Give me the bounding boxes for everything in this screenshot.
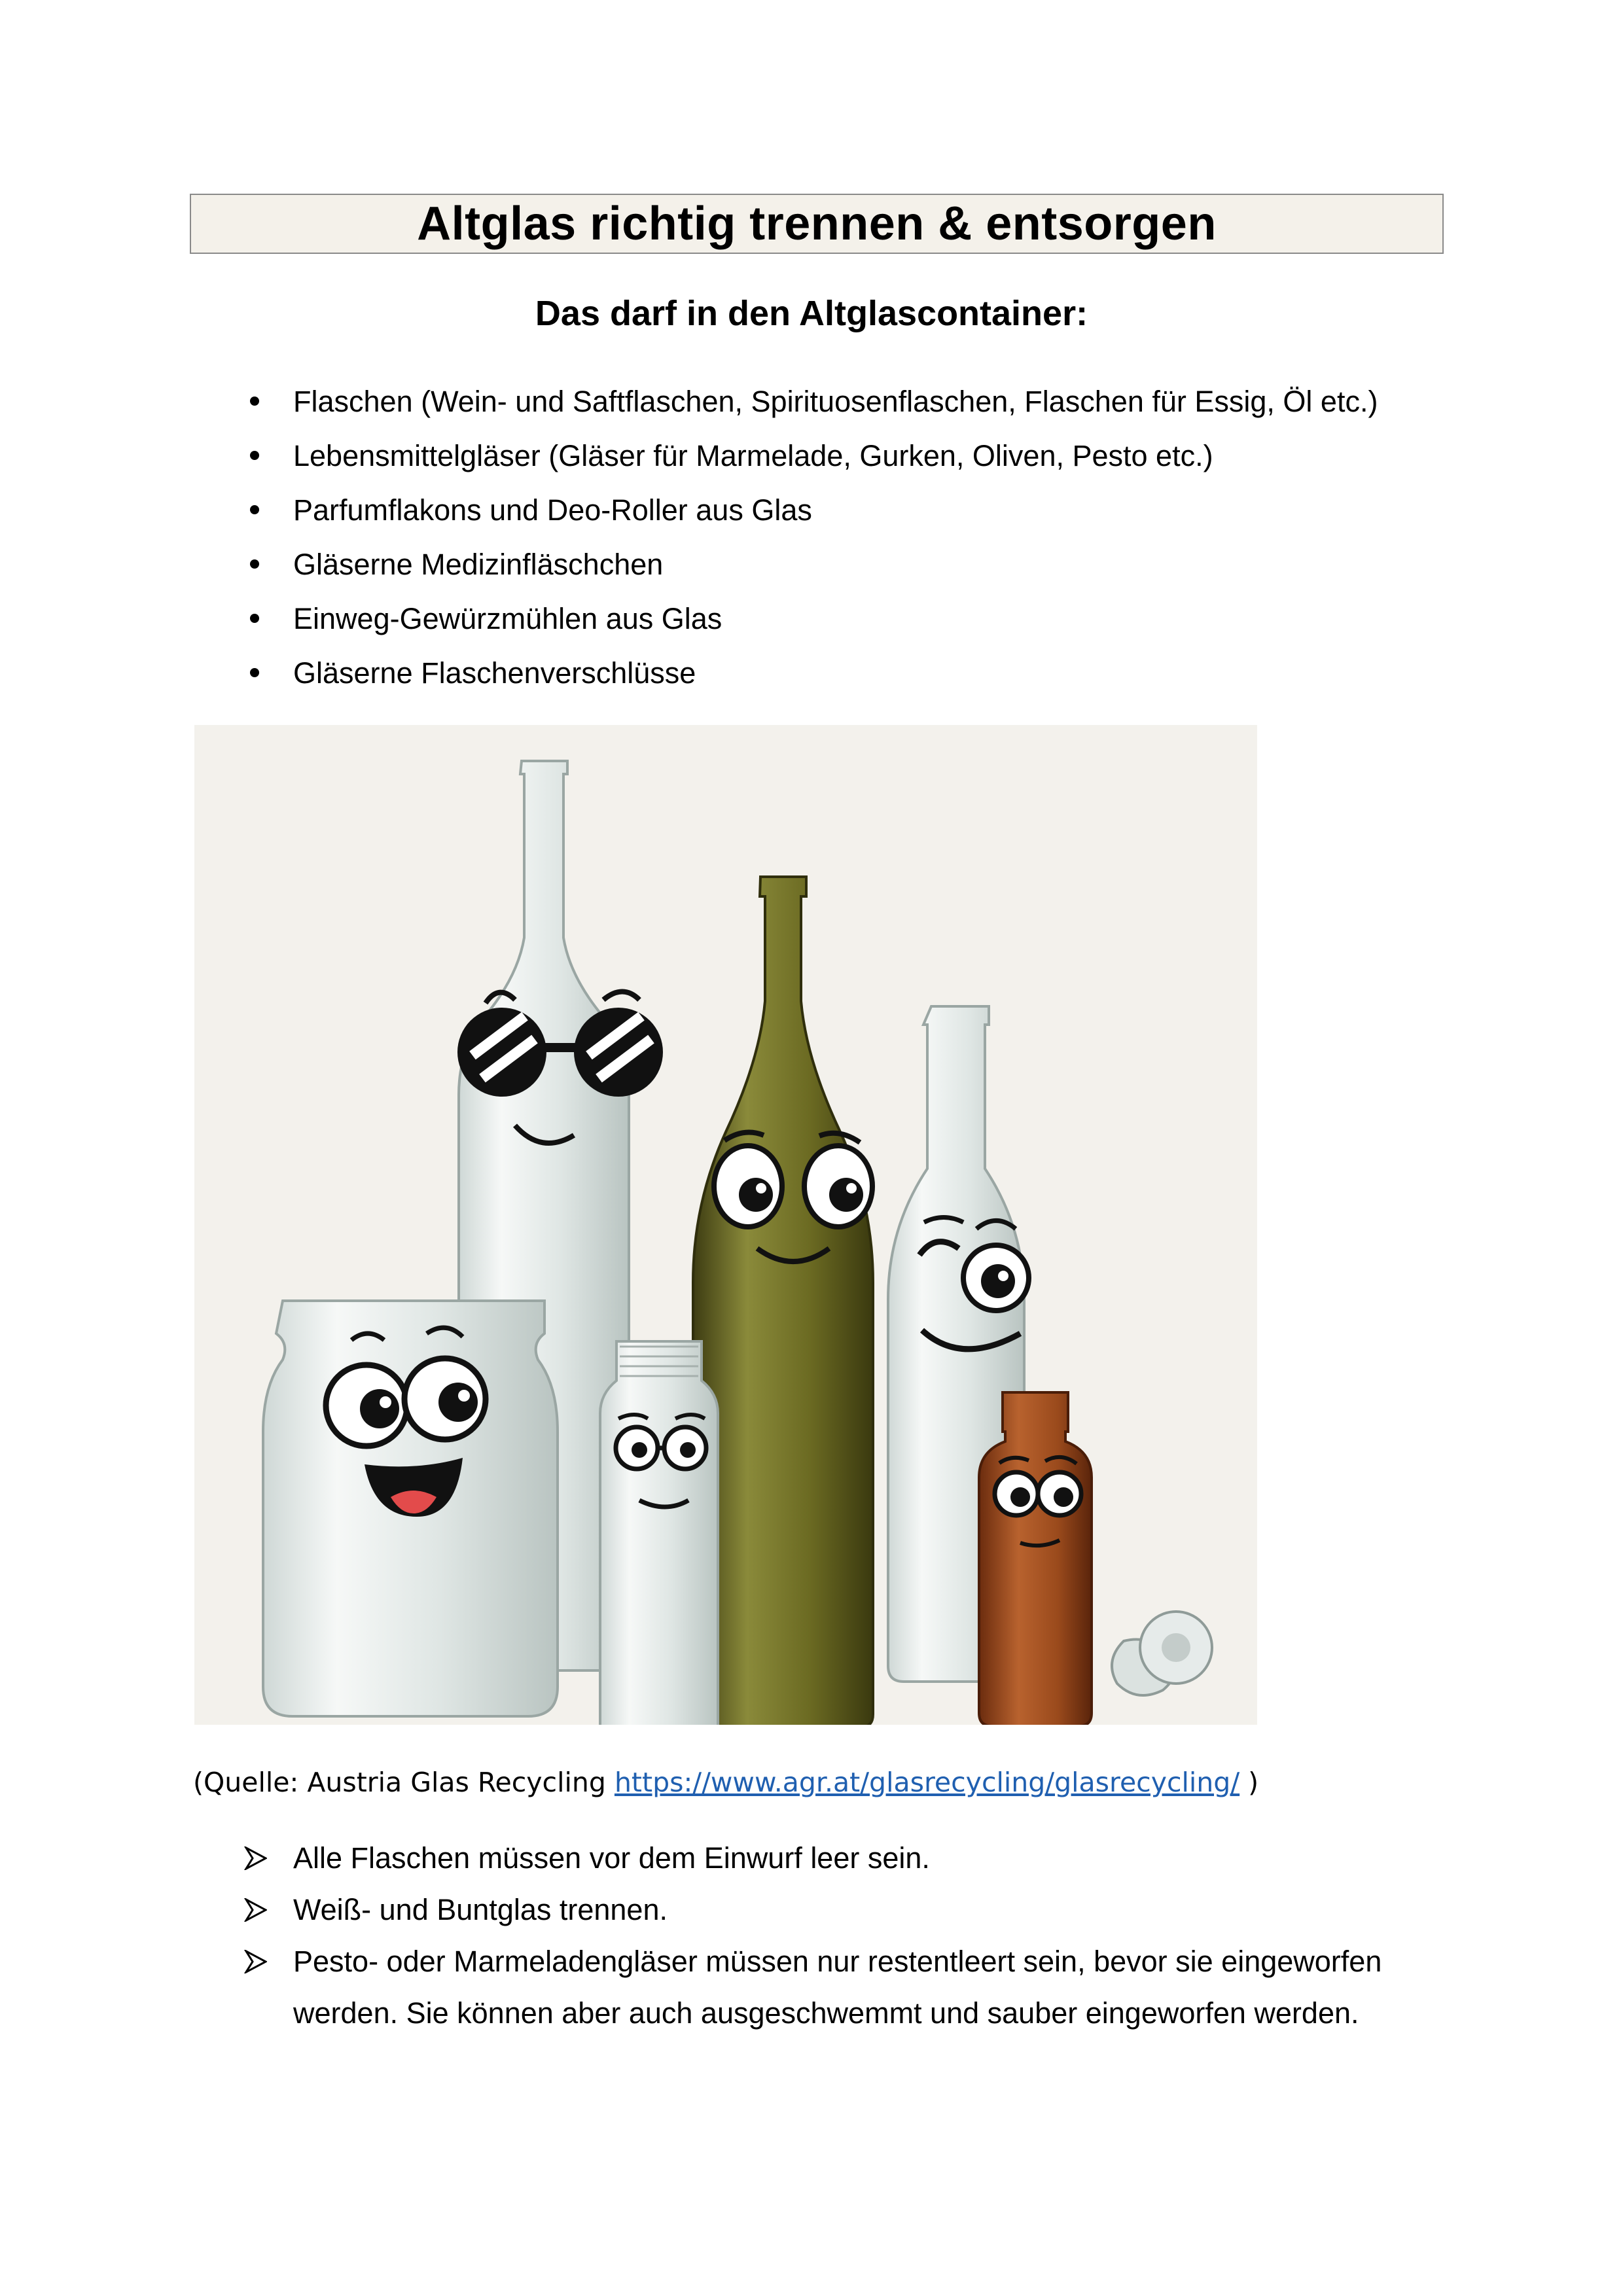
glass-characters-image <box>194 725 1257 1725</box>
source-suffix: ) <box>1240 1767 1259 1798</box>
list-item: Einweg-Gewürzmühlen aus Glas <box>243 592 1378 646</box>
tips-list <box>243 1832 1474 2039</box>
glass-stoppers <box>1112 1612 1212 1695</box>
spice-bottle <box>600 1341 718 1725</box>
list-item: Flaschen (Wein- und Saftflaschen, Spirituosenflaschen, Flaschen für Essig, Öl etc.) <box>243 374 1378 429</box>
list-item: Gläserne Flaschenverschlüsse <box>243 646 1378 700</box>
list-item: Pesto- oder Marmeladengläser müssen nur restentleert sein, bevor sie eingeworfen werden. Sie können aber auch ausgeschwemmt und sauber eingeworfen werden. <box>243 1935 1474 2039</box>
page-title: Altglas richtig trennen & entsorgen <box>417 198 1217 250</box>
image-source <box>193 1767 1258 1798</box>
bullet-icon <box>250 668 259 677</box>
allowed-items-list <box>243 374 1378 700</box>
bullet-icon <box>250 505 259 514</box>
green-bottle <box>693 877 873 1725</box>
bullet-icon <box>250 614 259 623</box>
list-item: Weiß- und Buntglas trennen. <box>243 1884 1474 1935</box>
arrowhead-bullet-icon <box>243 1898 267 1922</box>
source-prefix: (Quelle: Austria Glas Recycling <box>193 1767 615 1798</box>
title-box <box>190 194 1444 254</box>
arrowhead-bullet-icon <box>243 1846 267 1870</box>
bullet-icon <box>250 559 259 569</box>
list-item: Parfumflakons und Deo-Roller aus Glas <box>243 483 1378 537</box>
list-item: Gläserne Medizinfläschchen <box>243 537 1378 592</box>
source-link[interactable]: https://www.agr.at/glasrecycling/glasrecycling/ <box>614 1767 1240 1798</box>
section-subtitle: Das darf in den Altglascontainer: <box>535 294 1088 333</box>
list-item: Alle Flaschen müssen vor dem Einwurf leer sein. <box>243 1832 1474 1884</box>
clear-jar <box>263 1301 558 1716</box>
arrowhead-bullet-icon <box>243 1950 267 1973</box>
list-item: Lebensmittelgläser (Gläser für Marmelade, Gurken, Oliven, Pesto etc.) <box>243 429 1378 483</box>
bullet-icon <box>250 451 259 460</box>
bullet-icon <box>250 397 259 406</box>
